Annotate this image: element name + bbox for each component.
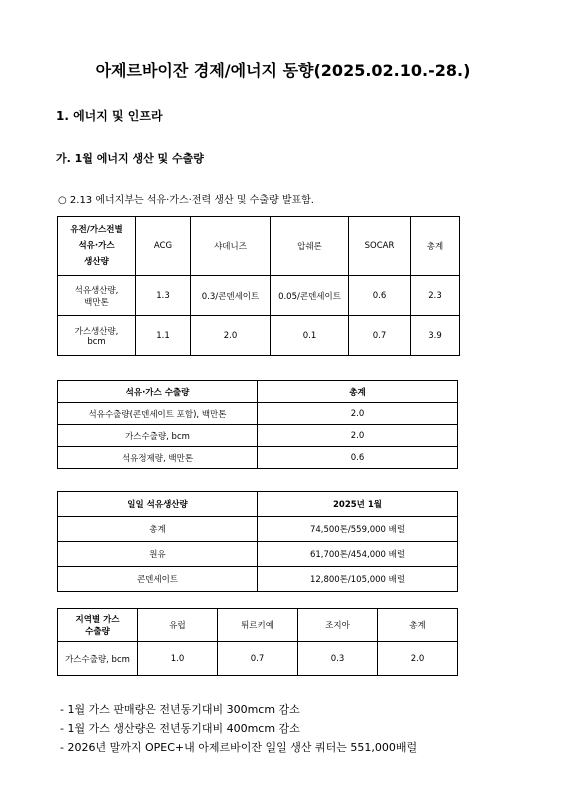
table-row — [58, 517, 458, 542]
column-header: 2025년 1월 — [258, 492, 458, 517]
table-cell: 0.7 — [349, 316, 411, 356]
column-header: SOCAR — [349, 217, 411, 276]
table-row — [58, 567, 458, 592]
column-header: 유럽 — [138, 609, 218, 642]
table-cell: 0.3/콘덴세이트 — [191, 276, 271, 316]
table-cell: 61,700톤/454,000 배럴 — [258, 542, 458, 567]
table-header-row — [58, 217, 460, 276]
table-row — [58, 642, 458, 676]
table-cell: 2.0 — [258, 425, 458, 447]
column-header: 조지아 — [298, 609, 378, 642]
table-row — [58, 403, 458, 425]
table-cell: 2.0 — [191, 316, 271, 356]
table-row — [58, 316, 460, 356]
table-cell: 2.3 — [411, 276, 460, 316]
table-header-row — [58, 492, 458, 517]
table-cell: 2.0 — [258, 403, 458, 425]
table-cell: 74,500톤/559,000 배럴 — [258, 517, 458, 542]
table-cell: 콘덴세이트 — [58, 567, 258, 592]
table-cell: 0.7 — [218, 642, 298, 676]
row-label: 가스수출량, bcm — [58, 642, 138, 676]
column-header: 튀르키예 — [218, 609, 298, 642]
intro-paragraph: ○ 2.13 에너지부는 석유·가스·전력 생산 및 수출량 발표함. — [58, 195, 314, 206]
corner-header: 지역별 가스 수출량 — [58, 609, 138, 642]
table-cell: 석유수출량(콘덴세이트 포함), 백만톤 — [58, 403, 258, 425]
table-row — [58, 542, 458, 567]
list-item: - 1월 가스 생산량은 전년동기대비 400mcm 감소 — [60, 722, 300, 735]
table-cell: 가스수출량, bcm — [58, 425, 258, 447]
column-header: 압쉐론 — [271, 217, 349, 276]
table-cell: 0.6 — [349, 276, 411, 316]
table-header-row — [58, 381, 458, 403]
subsection-heading: 가. 1월 에너지 생산 및 수출량 — [56, 152, 204, 165]
table-cell: 0.05/콘덴세이트 — [271, 276, 349, 316]
bullet-list — [60, 700, 417, 757]
table-cell: 원유 — [58, 542, 258, 567]
document-title: 아제르바이잔 경제/에너지 동향(2025.02.10.-28.) — [95, 61, 471, 80]
table-row — [58, 276, 460, 316]
table-row — [58, 447, 458, 469]
row-label: 가스생산량, bcm — [58, 316, 136, 356]
list-item: - 2026년 말까지 OPEC+내 아제르바이잔 일일 생산 쿼터는 551,000배럴 — [60, 741, 418, 754]
table-cell: 2.0 — [378, 642, 458, 676]
column-header: 석유·가스 수출량 — [58, 381, 258, 403]
table-cell: 1.3 — [136, 276, 191, 316]
table-cell: 12,800톤/105,000 배럴 — [258, 567, 458, 592]
table-row — [58, 425, 458, 447]
column-header: ACG — [136, 217, 191, 276]
table-cell: 3.9 — [411, 316, 460, 356]
list-item: - 1월 가스 판매량은 전년동기대비 300mcm 감소 — [60, 703, 300, 716]
table-cell: 0.6 — [258, 447, 458, 469]
table-cell: 총계 — [58, 517, 258, 542]
column-header: 샤데니즈 — [191, 217, 271, 276]
gas-exports-by-region-table — [57, 608, 458, 676]
corner-header: 유전/가스전별 석유·가스 생산량 — [58, 217, 136, 276]
row-label: 석유생산량, 백만톤 — [58, 276, 136, 316]
column-header: 총계 — [411, 217, 460, 276]
table-cell: 0.3 — [298, 642, 378, 676]
exports-table — [57, 380, 458, 469]
column-header: 일일 석유생산량 — [58, 492, 258, 517]
daily-oil-production-table — [57, 491, 458, 592]
table-cell: 석유정제량, 백만톤 — [58, 447, 258, 469]
table-cell: 1.0 — [138, 642, 218, 676]
section-heading: 1. 에너지 및 인프라 — [56, 109, 163, 123]
table-header-row — [58, 609, 458, 642]
production-by-field-table — [57, 216, 460, 356]
table-cell: 1.1 — [136, 316, 191, 356]
table-cell: 0.1 — [271, 316, 349, 356]
column-header: 총계 — [378, 609, 458, 642]
column-header: 총계 — [258, 381, 458, 403]
